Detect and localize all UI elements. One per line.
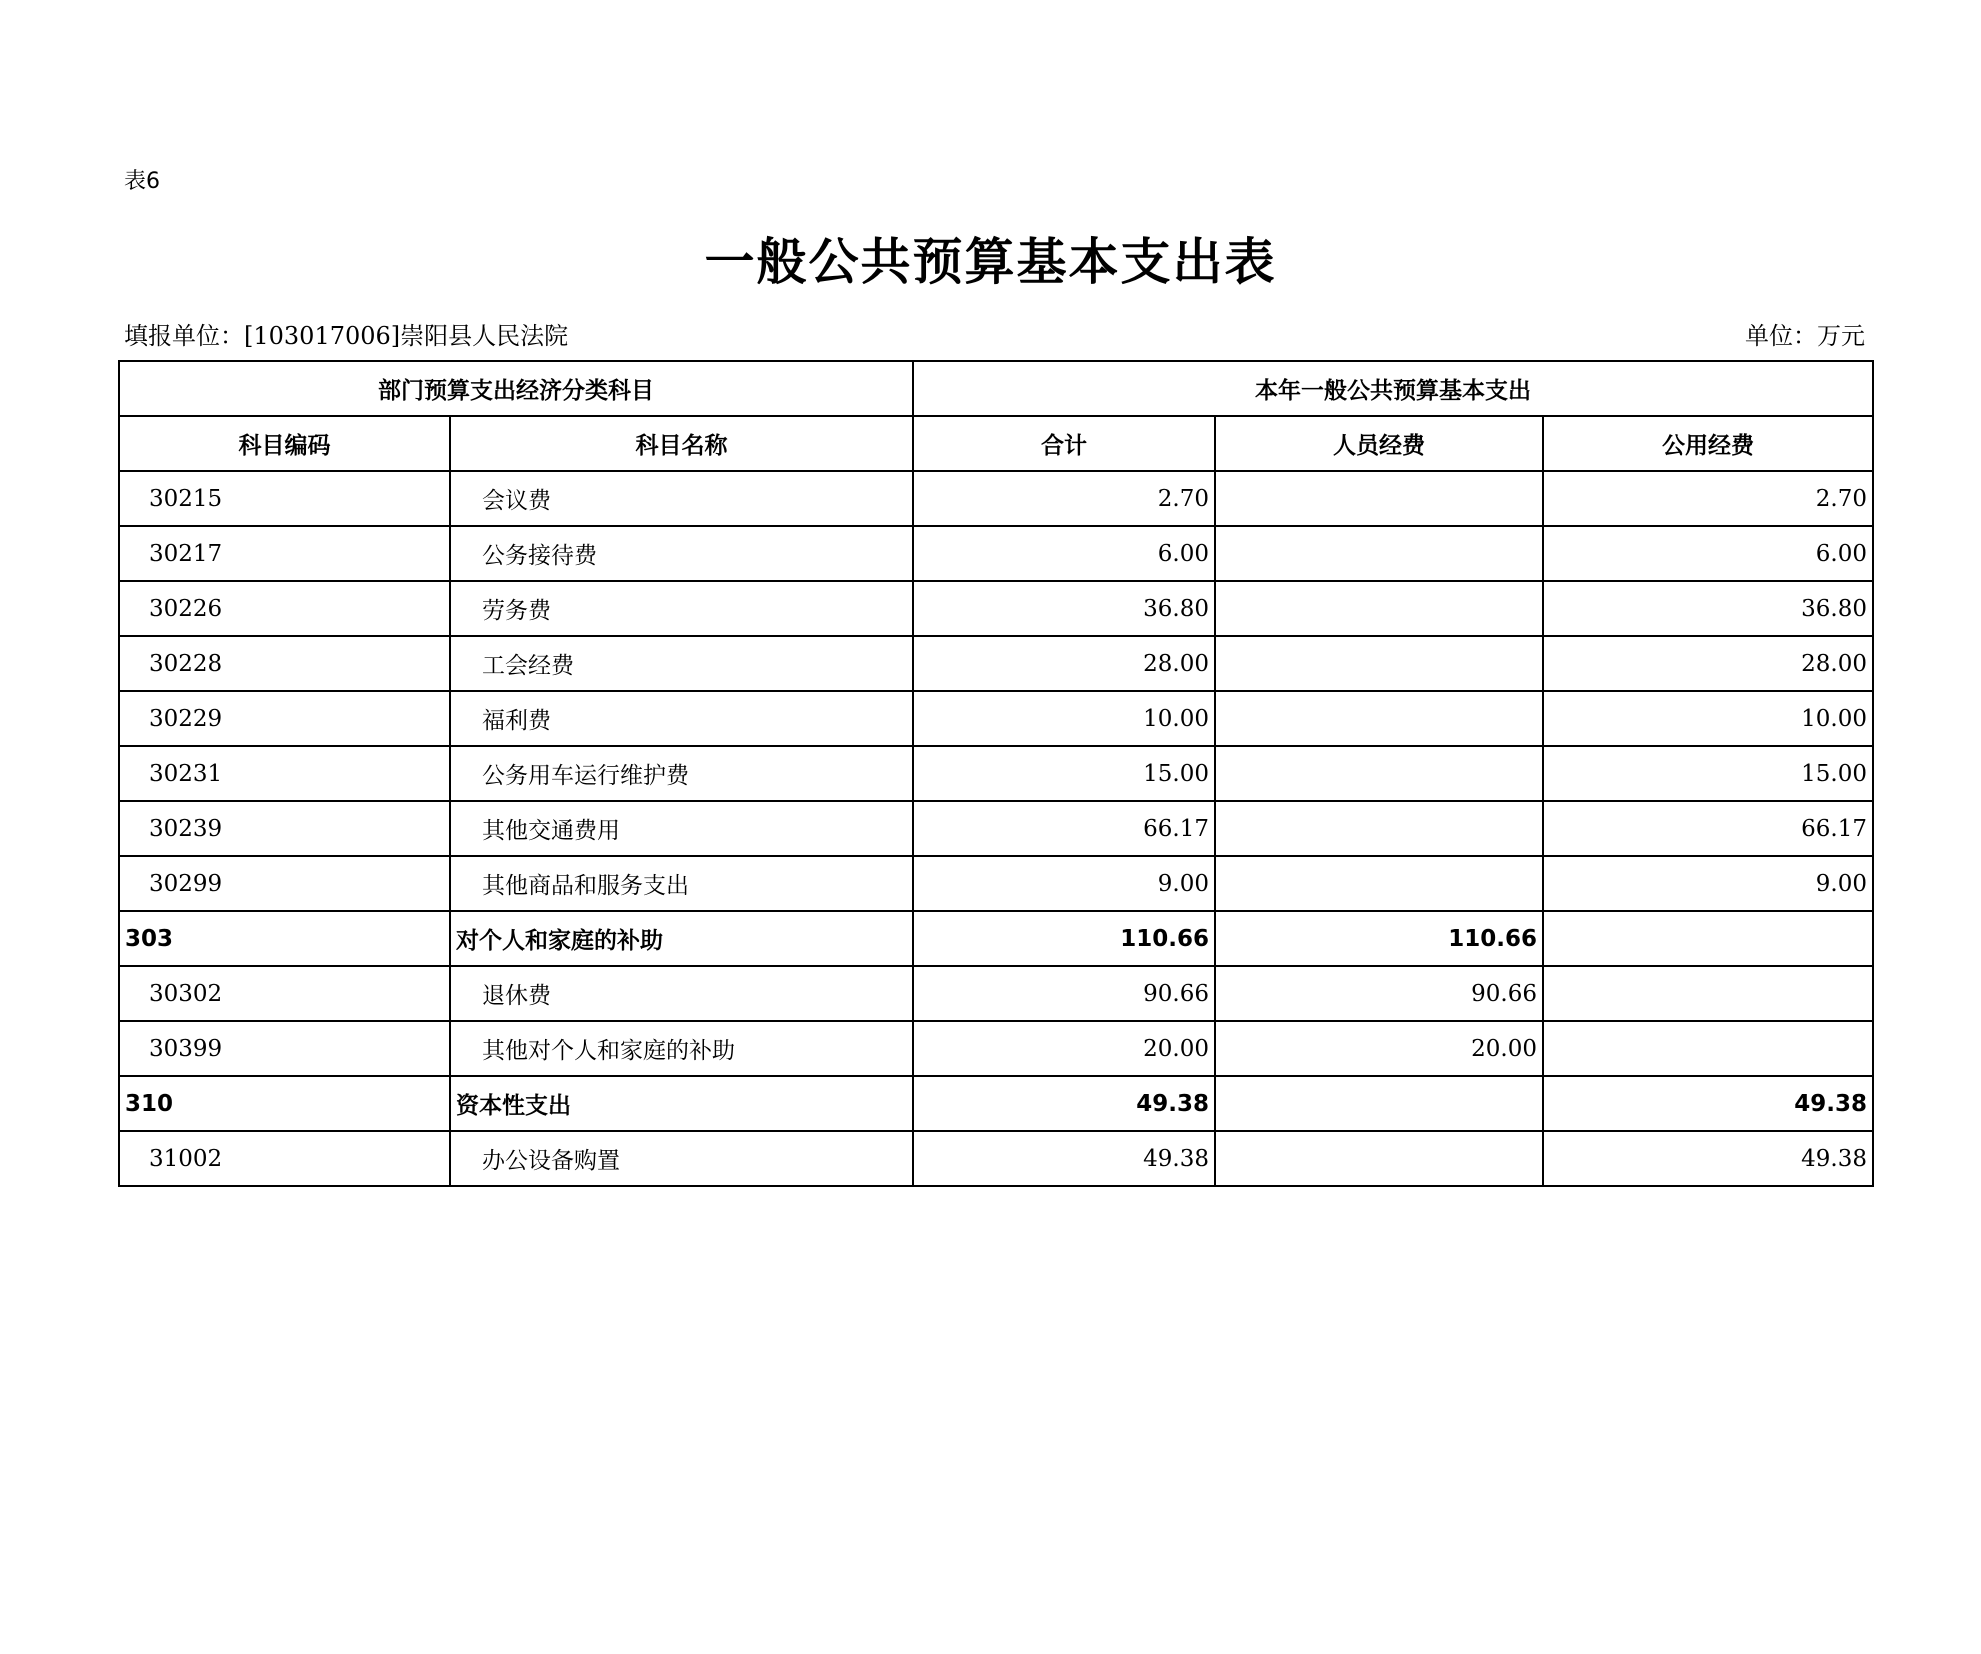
cell-name: 其他交通费用 [450, 801, 913, 856]
cell-name: 公务用车运行维护费 [450, 746, 913, 801]
cell-code: 30215 [119, 471, 450, 526]
cell-code: 310 [119, 1076, 450, 1131]
cell-total: 10.00 [913, 691, 1215, 746]
cell-total: 6.00 [913, 526, 1215, 581]
table-row [119, 856, 1873, 911]
cell-total: 2.70 [913, 471, 1215, 526]
cell-public: 10.00 [1543, 691, 1873, 746]
cell-code: 30231 [119, 746, 450, 801]
cell-public: 2.70 [1543, 471, 1873, 526]
table-row [119, 471, 1873, 526]
header-name: 科目名称 [450, 416, 913, 471]
cell-name: 退休费 [450, 966, 913, 1021]
header-code: 科目编码 [119, 416, 450, 471]
cell-name: 会议费 [450, 471, 913, 526]
cell-personnel: 90.66 [1215, 966, 1543, 1021]
cell-public [1543, 966, 1873, 1021]
table-number: 表6 [124, 169, 160, 194]
page-title: 一般公共预算基本支出表 [704, 233, 1277, 291]
cell-public: 66.17 [1543, 801, 1873, 856]
cell-total: 36.80 [913, 581, 1215, 636]
cell-personnel: 110.66 [1215, 911, 1543, 966]
cell-personnel [1215, 856, 1543, 911]
cell-name: 公务接待费 [450, 526, 913, 581]
table-row [119, 801, 1873, 856]
table-row [119, 526, 1873, 581]
cell-total: 110.66 [913, 911, 1215, 966]
table-body [119, 361, 1873, 1186]
header-basic-expenditure: 本年一般公共预算基本支出 [913, 361, 1873, 416]
cell-personnel [1215, 746, 1543, 801]
cell-public: 28.00 [1543, 636, 1873, 691]
table-row [119, 581, 1873, 636]
cell-code: 31002 [119, 1131, 450, 1186]
cell-name: 资本性支出 [450, 1076, 913, 1131]
cell-code: 303 [119, 911, 450, 966]
cell-total: 9.00 [913, 856, 1215, 911]
cell-total: 15.00 [913, 746, 1215, 801]
cell-public [1543, 911, 1873, 966]
table-row [119, 636, 1873, 691]
cell-personnel [1215, 691, 1543, 746]
cell-personnel [1215, 1131, 1543, 1186]
cell-total: 90.66 [913, 966, 1215, 1021]
header-personnel: 人员经费 [1215, 416, 1543, 471]
cell-name: 对个人和家庭的补助 [450, 911, 913, 966]
cell-public: 49.38 [1543, 1131, 1873, 1186]
header-group-row [119, 361, 1873, 416]
cell-name: 劳务费 [450, 581, 913, 636]
header-column-row [119, 416, 1873, 471]
table-row [119, 746, 1873, 801]
table-row [119, 911, 1873, 966]
cell-total: 49.38 [913, 1076, 1215, 1131]
cell-total: 49.38 [913, 1131, 1215, 1186]
cell-personnel [1215, 471, 1543, 526]
cell-name: 其他对个人和家庭的补助 [450, 1021, 913, 1076]
table-row [119, 1131, 1873, 1186]
cell-total: 66.17 [913, 801, 1215, 856]
cell-name: 其他商品和服务支出 [450, 856, 913, 911]
cell-personnel [1215, 1076, 1543, 1131]
cell-code: 30239 [119, 801, 450, 856]
cell-public: 9.00 [1543, 856, 1873, 911]
cell-public: 36.80 [1543, 581, 1873, 636]
table-row [119, 966, 1873, 1021]
cell-name: 工会经费 [450, 636, 913, 691]
cell-code: 30302 [119, 966, 450, 1021]
header-total: 合计 [913, 416, 1215, 471]
cell-personnel [1215, 581, 1543, 636]
cell-personnel [1215, 636, 1543, 691]
cell-public: 15.00 [1543, 746, 1873, 801]
header-public: 公用经费 [1543, 416, 1873, 471]
table-row [119, 691, 1873, 746]
cell-personnel [1215, 526, 1543, 581]
reporting-unit: 填报单位：[103017006]崇阳县人民法院 [124, 322, 569, 350]
cell-personnel: 20.00 [1215, 1021, 1543, 1076]
cell-personnel [1215, 801, 1543, 856]
cell-code: 30229 [119, 691, 450, 746]
cell-public [1543, 1021, 1873, 1076]
cell-public: 6.00 [1543, 526, 1873, 581]
table-row [119, 1021, 1873, 1076]
cell-code: 30399 [119, 1021, 450, 1076]
cell-name: 福利费 [450, 691, 913, 746]
cell-code: 30217 [119, 526, 450, 581]
header-economic-class: 部门预算支出经济分类科目 [119, 361, 913, 416]
cell-total: 20.00 [913, 1021, 1215, 1076]
cell-code: 30299 [119, 856, 450, 911]
cell-code: 30228 [119, 636, 450, 691]
cell-total: 28.00 [913, 636, 1215, 691]
cell-public: 49.38 [1543, 1076, 1873, 1131]
cell-name: 办公设备购置 [450, 1131, 913, 1186]
table-row [119, 1076, 1873, 1131]
currency-unit: 单位：万元 [1745, 322, 1865, 350]
budget-table [118, 360, 1874, 1187]
cell-code: 30226 [119, 581, 450, 636]
